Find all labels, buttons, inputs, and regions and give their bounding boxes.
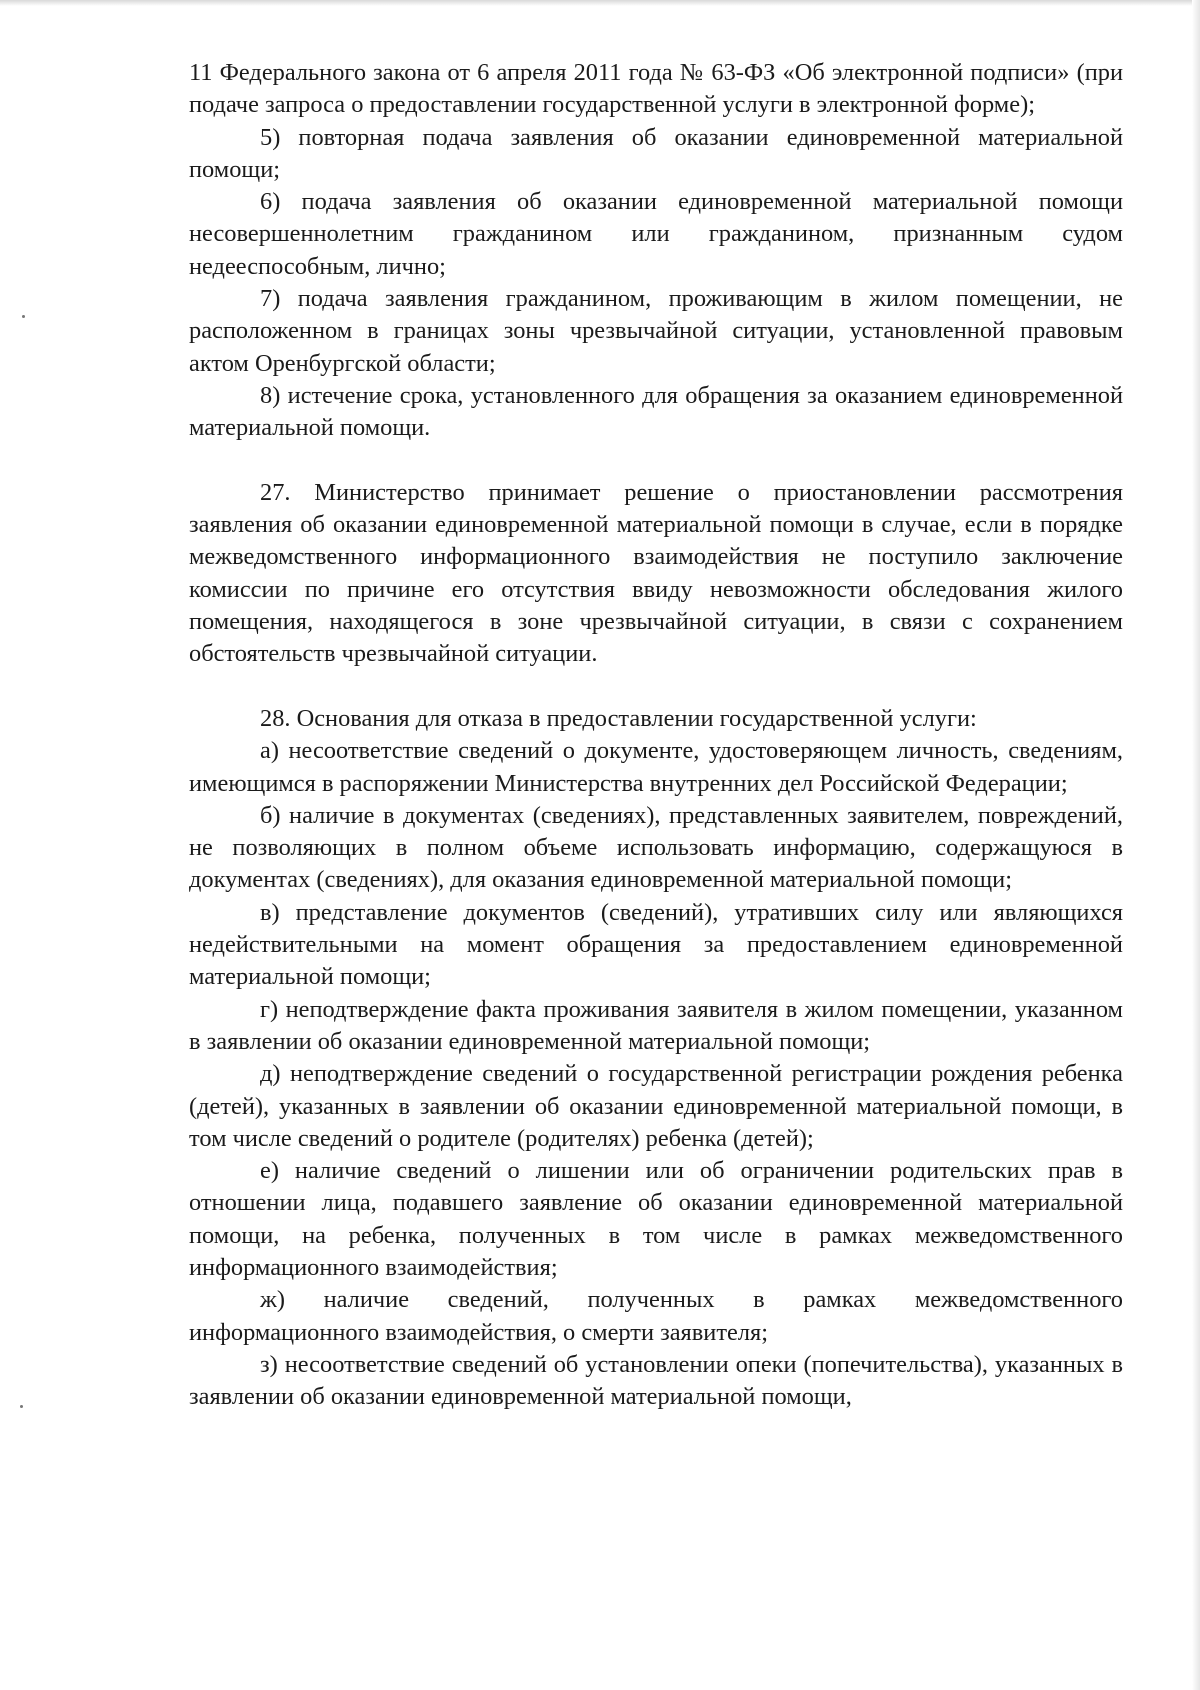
clause-28-item-b: б) наличие в документах (сведениях), представленных заявителем, повреждений, не позволяющих в полном объеме использовать информацию, содержащуюся в документах (сведениях), для оказания единовременной материальной помощи;: [189, 801, 1123, 894]
clause-28-heading: 28. Основания для отказа в предоставлении государственной услуги:: [260, 704, 977, 732]
scan-speck: [22, 315, 25, 318]
paragraph-gap: [189, 671, 1123, 703]
list-item-6: 6) подача заявления об оказании единовременной материальной помощи несовершеннолетним гражданином или гражданином, признанным судом недееспособным, лично;: [189, 188, 1123, 280]
scan-edge-top: [0, 0, 1200, 6]
scan-edge-right: [1192, 0, 1200, 1690]
clause-28-item-z: з) несоответствие сведений об установлении опеки (попечительства), указанных в заявлении об оказании единовременной материальной помощи,: [189, 1350, 1123, 1411]
document-page-text: [189, 57, 1123, 1413]
list-item-5: 5) повторная подача заявления об оказании единовременной материальной помощи;: [189, 123, 1123, 183]
clause-27: 27. Министерство принимает решение о приостановлении рассмотрения заявления об оказании единовременной материальной помощи в случае, если в порядке межведомственного информационного взаимодействия не поступило заключение комиссии по причине его отсутствия ввиду невозможности обследования жилого помещения, находящегося в зоне чрезвычайной ситуации, в связи с сохранением обстоятельств чрезвычайной ситуации.: [189, 478, 1123, 668]
clause-28-item-a: а) несоответствие сведений о документе, удостоверяющем личность, сведениям, имеющимся в распоряжении Министерства внутренних дел Российской Федерации;: [189, 737, 1123, 797]
list-item-7: 7) подача заявления гражданином, проживающим в жилом помещении, не расположенном в границах зоны чрезвычайной ситуации, установленной правовым актом Оренбургской области;: [189, 285, 1123, 377]
paragraph-continuation: 11 Федерального закона от 6 апреля 2011 года № 63-ФЗ «Об электронной подписи» (при подаче запроса о предоставлении государственной услуги в электронной форме);: [189, 59, 1123, 119]
paragraph-gap: [189, 445, 1123, 477]
list-item-8: 8) истечение срока, установленного для обращения за оказанием единовременной материальной помощи.: [189, 381, 1123, 442]
clause-28-item-e: е) наличие сведений о лишении или об ограничении родительских прав в отношении лица, подавшего заявление об оказании единовременной материальной помощи, на ребенка, полученных в том числе в рамках межведомственного информационного взаимодействия;: [189, 1157, 1123, 1281]
clause-28-item-g: г) неподтверждение факта проживания заявителя в жилом помещении, указанном в заявлении об оказании единовременной материальной помощи;: [189, 995, 1123, 1055]
clause-28-item-v: в) представление документов (сведений), утративших силу или являющихся недействительными на момент обращения за предоставлением единовременной материальной помощи;: [189, 898, 1123, 991]
scan-speck: [20, 1405, 23, 1408]
clause-28-item-d: д) неподтверждение сведений о государственной регистрации рождения ребенка (детей), указанных в заявлении об оказании единовременной материальной помощи, в том числе сведений о родителе (родителях) ребенка (детей);: [189, 1060, 1123, 1152]
clause-28-item-zh: ж) наличие сведений, полученных в рамках межведомственного информационного взаимодействия, о смерти заявителя;: [189, 1286, 1123, 1346]
